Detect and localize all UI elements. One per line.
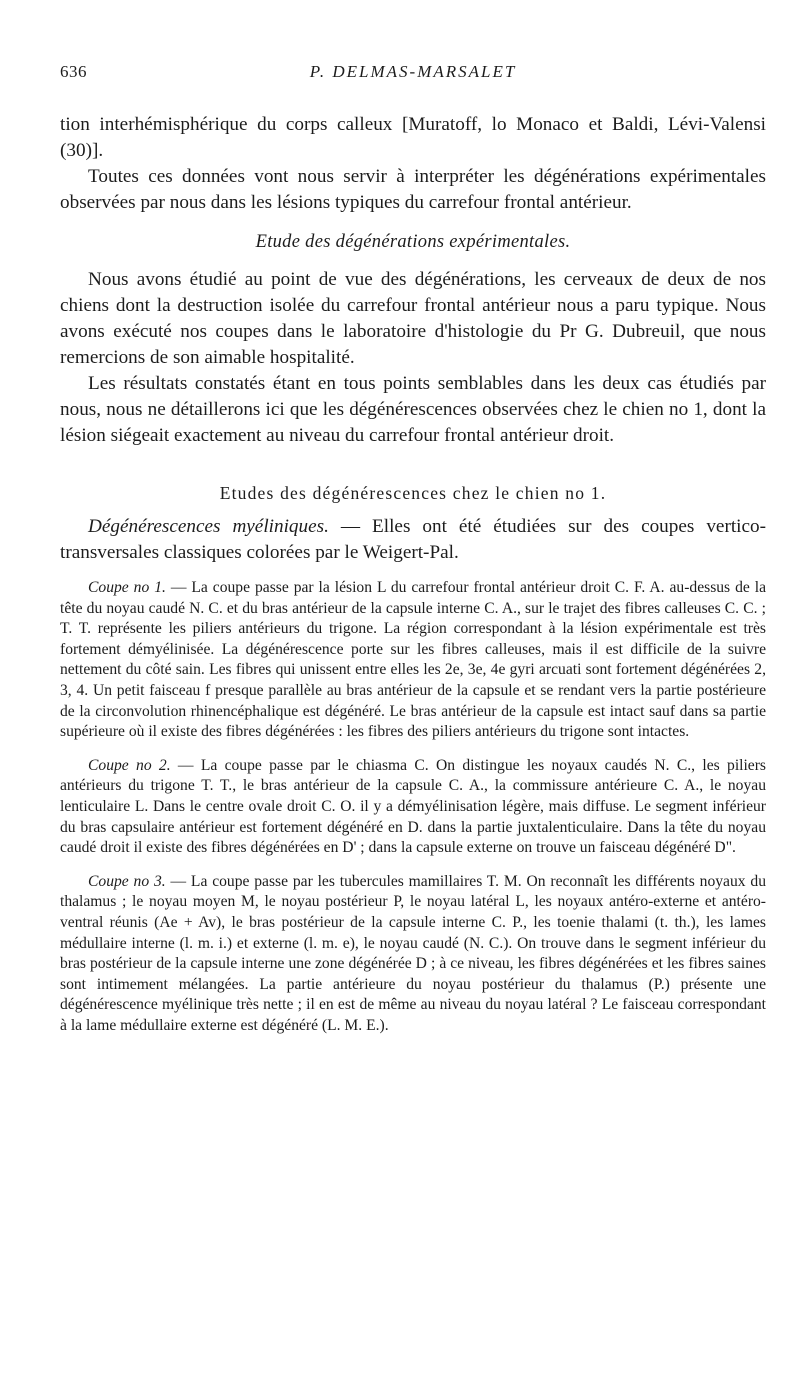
paragraph-etude: Nous avons étudié au point de vue des dégénérations, les cerveaux de deux de nos chiens dont la destruction isolée du carrefour frontal antérieur nous a paru typique. Nous avons exécuté nos coupes dans le laboratoire d'histologie du Pr G. Dubreuil, que nous remercions de son aimable hospitalité. (60, 269, 766, 368)
coupe-1-label: Coupe no 1. (88, 579, 166, 596)
paragraph-resultats: Les résultats constatés étant en tous points semblables dans les deux cas étudiés par nous, nous ne détaillerons ici que les dégénérescences observées chez le chien no 1, dont la lésion siégeait exactement au niveau du carrefour frontal antérieur droit. (60, 373, 766, 446)
myelin-text: — Elles ont été étudiées sur des coupes vertico-transversales classiques colorées par le Weigert-Pal. (60, 516, 766, 563)
paragraph-myelin (60, 514, 766, 566)
section-title: Etude des dégénérations expérimentales. (255, 232, 571, 252)
coupe-2-text: — La coupe passe par le chiasma C. On distingue les noyaux caudés N. C., les piliers antérieurs du trigone T. T., le bras antérieur de la capsule C. A., la commissure antérieure C. A., le noyau lenticulaire L. Dans le centre ovale droit C. O. il y a démyélinisation légère, mais diffuse. Le segment inférieur du bras capsulaire antérieur est fortement dégénéré en D. dans la partie juxtalenticulaire. Dans la tête du noyau caudé droit il existe des fibres dégénérées en D' ; dans la capsule externe on trouve un faisceau dégénéré D". (60, 756, 766, 857)
coupe-2-label: Coupe no 2. (88, 756, 171, 774)
paragraph-coupe-2 (60, 756, 766, 859)
coupe-3-text: — La coupe passe par les tubercules mamillaires T. M. On reconnaît les différents noyaux du thalamus ; le noyau moyen M, le noyau postérieur P, le noyau latéral L, les noyaux antéro-externe et antéro-ventral réunis (Ae + Av), le bras postérieur de la capsule interne C. P., les toenie thalami (t. th.), les lames médullaire interne (l. m. i.) et externe (l. m. e), le noyau caudé (N. C.). On trouve dans le segment inférieur du bras postérieur de la capsule interne une zone dégénérée D ; à ce niveau, les fibres dégénérées et les fibres saines sont intimement mélangées. La partie antérieure du noyau postérieur du thalamus (P.) présente une dégénérescence myélinique très nette ; il en est de même au niveau du noyau latéral ? Le faisceau correspondant à la lame médullaire externe est dégénéré (L. M. E.). (60, 872, 766, 1034)
paragraph-intro: tion interhémisphérique du corps calleux [Muratoff, lo Monaco et Baldi, Lévi-Valensi (30)]. (60, 114, 766, 161)
myelin-label: Dégénérescences myéliniques. (88, 516, 329, 537)
paragraph-donnees: Toutes ces données vont nous servir à interpréter les dégénérations expérimentales observées par nous dans les lésions typiques du carrefour frontal antérieur. (60, 166, 766, 213)
section-heading-etudes: Etudes des dégénérescences chez le chien no 1. (219, 483, 607, 503)
running-title: P. DELMAS-MARSALET (309, 62, 517, 81)
coupe-3-label: Coupe no 3. (88, 872, 166, 890)
paragraph-coupe-1 (60, 578, 766, 743)
page-number: 636 (60, 62, 87, 81)
main-text (60, 112, 766, 1036)
paragraph-coupe-3 (60, 872, 766, 1037)
running-head (60, 62, 766, 86)
coupe-1-text: — La coupe passe par la lésion L du carrefour frontal antérieur droit C. F. A. au-dessus de la tête du noyau caudé N. C. et du bras antérieur de la capsule interne C. A., sur le trajet des fibres calleuses C. C. ; T. T. représente les piliers antérieurs du trigone. La région correspondant à la lésion expérimentale est très fortement démyélinisée. La dégénérescence porte sur les fibres calleuses, mais il est difficile de la suivre nettement du côté sain. Les fibres qui unissent entre elles les 2e, 3e, 4e gyri arcuati sont fortement dégénérées 2, 3, 4. Un petit faisceau f presque parallèle au bras antérieur de la capsule et se rendant vers la partie postérieure de la circonvolution rhinencéphalique est dégénéré. Le bras antérieur de la capsule est intact sauf dans sa partie supérieure où il existe des fibres dégénérées : les fibres des piliers antérieurs du trigone sont intactes. (60, 579, 766, 741)
